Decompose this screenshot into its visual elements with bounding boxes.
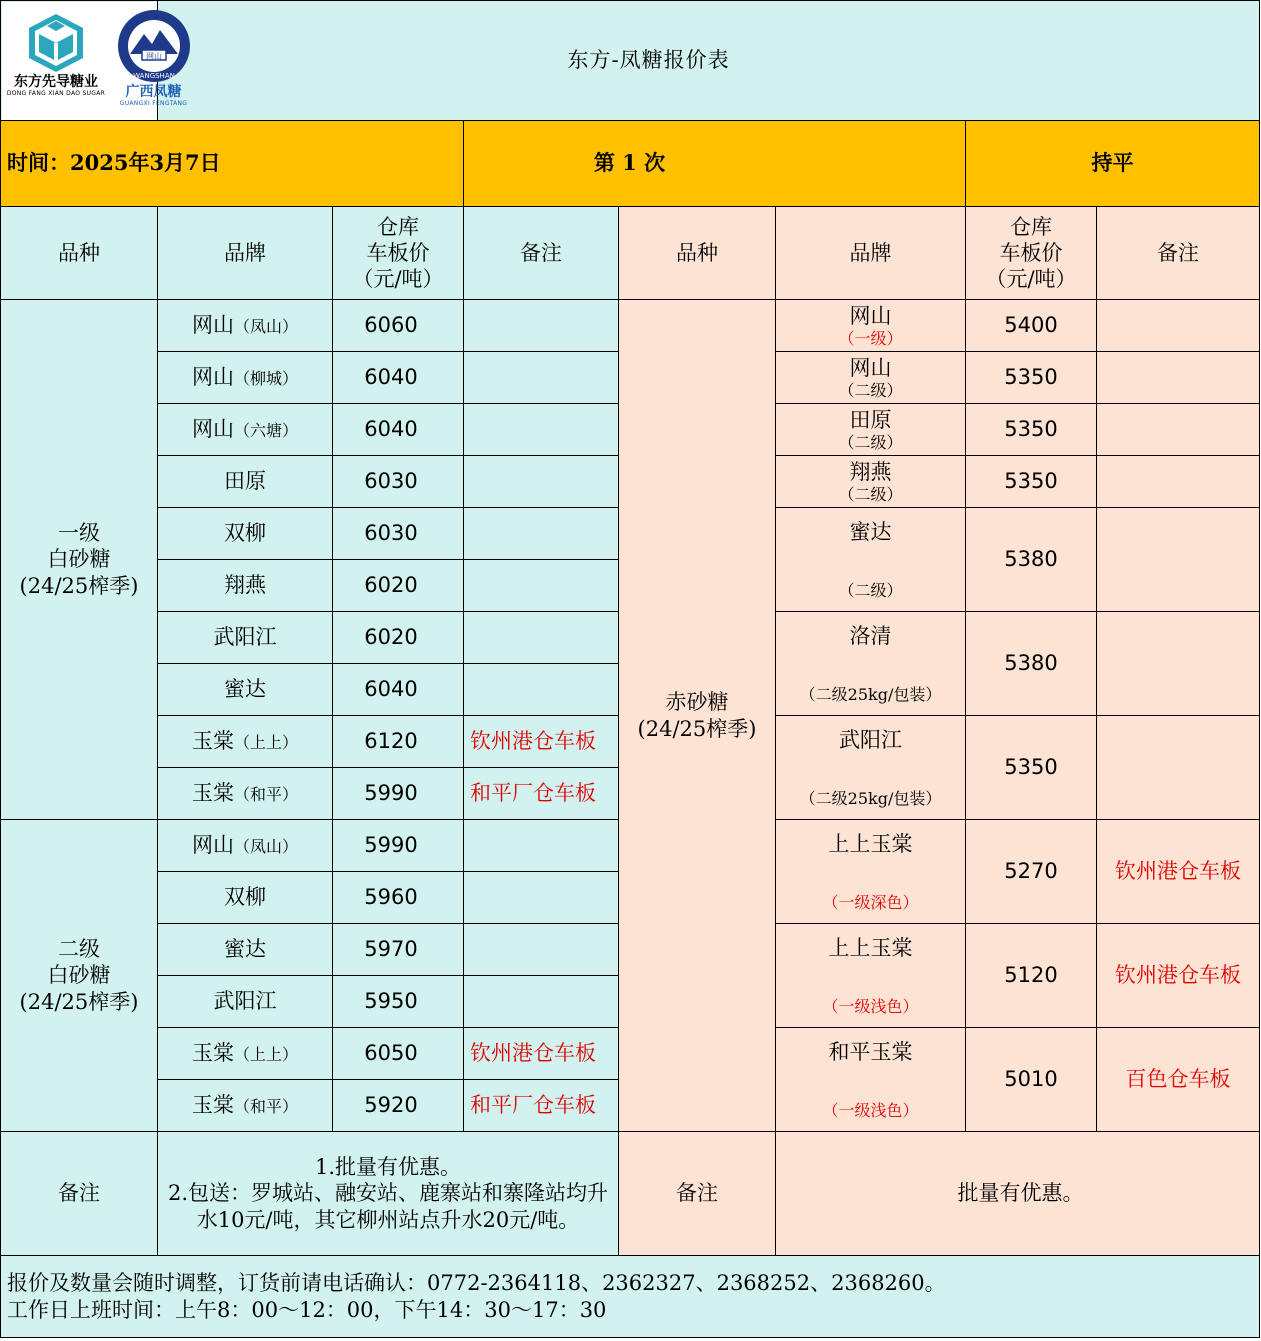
price-cell: 6040: [333, 352, 464, 404]
price-cell: 6120: [333, 716, 464, 768]
remark-cell: [464, 924, 619, 976]
brand-name: 网山: [191, 365, 234, 390]
col-price-l3: （元/吨）: [352, 267, 444, 292]
col-brand-left: 品牌: [158, 207, 333, 300]
brand-sub: （上上）: [233, 1045, 298, 1065]
brand-name: 田原: [224, 469, 266, 494]
brand-name: 武阳江: [839, 727, 902, 752]
brand-name: 田原: [849, 408, 892, 433]
notes-right: 批量有优惠。: [776, 1132, 1260, 1256]
price-cell: 5350: [966, 456, 1097, 508]
variety-grade2-l2: 白砂糖: [47, 963, 111, 988]
brand-name: 网山: [191, 417, 234, 442]
footer: [1, 1256, 1260, 1338]
remark-cell: [464, 612, 619, 664]
brand-cell: [158, 820, 333, 872]
brand-grade: （一级浅色）: [822, 1100, 919, 1120]
brand-sub: （凤山）: [233, 317, 298, 337]
brand-grade: （二级）: [838, 580, 903, 600]
remark-cell: 钦州港仓车板: [464, 716, 619, 768]
dongfang-logo: [2, 2, 110, 120]
brand-grade: （二级）: [838, 484, 903, 504]
quote-date: 时间：2025年3月7日: [1, 121, 464, 207]
price-cell: 5270: [966, 820, 1097, 924]
footer-row: [1, 1256, 1260, 1338]
logo-right-name: 广西凤糖: [125, 84, 182, 100]
remark-cell: 和平厂仓车板: [464, 1080, 619, 1132]
col-variety-left: 品种: [1, 207, 158, 300]
brand-name: 翔燕: [849, 460, 892, 485]
price-cell: 5970: [333, 924, 464, 976]
brand-cell: [158, 1028, 333, 1080]
col-price-l1: 仓库: [1010, 214, 1052, 239]
remark-cell: [464, 404, 619, 456]
brand-sub: （和平）: [233, 785, 298, 805]
notes-left: [158, 1132, 619, 1256]
brand-name: 双柳: [224, 885, 266, 910]
remark-cell: [1097, 612, 1260, 716]
col-price-right: [966, 207, 1097, 300]
brand-cell: [776, 1028, 966, 1132]
brand-cell: [776, 404, 966, 456]
remark-cell: 百色仓车板: [1097, 1028, 1260, 1132]
brand-cell: [158, 560, 333, 612]
brand-cell: [158, 612, 333, 664]
remark-cell: [464, 560, 619, 612]
price-cell: 5990: [333, 820, 464, 872]
brand-cell: [158, 508, 333, 560]
brand-cell: [158, 716, 333, 768]
price-cell: 6030: [333, 508, 464, 560]
brand-grade: （二级）: [838, 432, 903, 452]
logo-cell: [1, 1, 188, 121]
col-price-l2: 车板价: [366, 240, 430, 265]
brand-sub: （六塘）: [233, 421, 298, 441]
remark-cell: 和平厂仓车板: [464, 768, 619, 820]
brand-name: 蜜达: [849, 519, 892, 544]
notes-label-left: 备注: [1, 1132, 158, 1256]
price-cell: 5920: [333, 1080, 464, 1132]
remark-cell: [464, 664, 619, 716]
brand-grade: （一级浅色）: [822, 996, 919, 1016]
price-cell: 5950: [333, 976, 464, 1028]
variety-grade1: [1, 300, 158, 820]
col-remark-left: 备注: [464, 207, 619, 300]
price-cell: 5400: [966, 300, 1097, 352]
brand-cell: [776, 820, 966, 924]
brand-cell: [776, 352, 966, 404]
remark-cell: [464, 508, 619, 560]
remark-cell: [464, 820, 619, 872]
brand-sub: （和平）: [233, 1097, 298, 1117]
notes-left-line1: 1.批量有优惠。: [314, 1155, 462, 1180]
brand-grade: （二级）: [838, 380, 903, 400]
footer-hours: 工作日上班时间：上午8：00～12：00，下午14：30～17：30: [7, 1297, 607, 1322]
col-price-l3: （元/吨）: [985, 267, 1077, 292]
logo-left-sub: DONG FANG XIAN DAO SUGAR: [6, 90, 106, 97]
badge-ring-text: WANGSHAN: [132, 72, 175, 80]
col-remark-right: 备注: [1097, 207, 1260, 300]
remark-cell: [464, 352, 619, 404]
notes-label-right: 备注: [619, 1132, 776, 1256]
brand-name: 翔燕: [224, 573, 266, 598]
price-cell: 5350: [966, 404, 1097, 456]
remark-cell: [1097, 300, 1260, 352]
price-cell: 5350: [966, 716, 1097, 820]
col-price-left: [333, 207, 464, 300]
brand-name: 双柳: [224, 521, 266, 546]
remark-cell: [464, 872, 619, 924]
price-cell: 6020: [333, 560, 464, 612]
notes-left-line2: 2.包送：罗城站、融安站、鹿寨站和寨隆站均升水10元/吨，其它柳州站点升水20元/吨。: [167, 1181, 609, 1232]
brand-name: 玉棠: [191, 1041, 234, 1066]
brand-cell: [776, 924, 966, 1028]
price-cell: 5350: [966, 352, 1097, 404]
price-cell: 5380: [966, 612, 1097, 716]
brand-name: 玉棠: [191, 729, 234, 754]
brand-name: 网山: [191, 313, 234, 338]
brand-grade: （二级25kg/包装）: [799, 684, 942, 704]
remark-cell: [464, 456, 619, 508]
price-cell: 5010: [966, 1028, 1097, 1132]
price-cell: 5990: [333, 768, 464, 820]
price-cell: 6040: [333, 664, 464, 716]
variety-grade2-l1: 二级: [58, 937, 100, 962]
variety-grade1-l2: 白砂糖: [47, 547, 111, 572]
brand-cell: [776, 456, 966, 508]
price-cell: 6060: [333, 300, 464, 352]
quote-round: 第 1 次: [464, 121, 966, 207]
brand-sub: （柳城）: [233, 369, 298, 389]
remark-cell: [1097, 456, 1260, 508]
brand-name: 上上玉棠: [828, 935, 913, 960]
dongfang-logo-icon: [25, 12, 87, 74]
brand-name: 蜜达: [224, 937, 266, 962]
variety-grade2-l3: (24/25榨季): [19, 989, 139, 1014]
remark-cell: [1097, 352, 1260, 404]
brand-grade: （二级25kg/包装）: [799, 788, 942, 808]
remark-cell: [464, 976, 619, 1028]
brand-cell: [158, 768, 333, 820]
variety-brown-sugar: [619, 300, 776, 1132]
col-price-l2: 车板价: [999, 240, 1063, 265]
brand-sub: （上上）: [233, 733, 298, 753]
footer-contact: 报价及数量会随时调整，订货前请电话确认：0772-2364118、2362327、2368252、2368260。: [7, 1271, 946, 1296]
remark-cell: 钦州港仓车板: [1097, 820, 1260, 924]
brand-name: 洛清: [849, 623, 892, 648]
brand-name: 和平玉棠: [828, 1039, 913, 1064]
remark-cell: [1097, 508, 1260, 612]
remark-cell: [1097, 716, 1260, 820]
brand-cell: [158, 456, 333, 508]
fengtang-logo: [110, 2, 197, 120]
table-row: [1, 300, 1260, 352]
brand-cell: [158, 664, 333, 716]
remark-cell: 钦州港仓车板: [1097, 924, 1260, 1028]
variety-grade1-l3: (24/25榨季): [19, 573, 139, 598]
brand-name: 网山: [849, 304, 892, 329]
variety-grade2: [1, 820, 158, 1132]
brand-name: 武阳江: [213, 989, 277, 1014]
brand-name: 玉棠: [191, 781, 234, 806]
price-trend: 持平: [966, 121, 1260, 207]
brand-cell: [776, 508, 966, 612]
price-cell: 6030: [333, 456, 464, 508]
remark-cell: [1097, 404, 1260, 456]
notes-row: [1, 1132, 1260, 1256]
price-cell: 5960: [333, 872, 464, 924]
brand-cell: [158, 924, 333, 976]
price-cell: 6020: [333, 612, 464, 664]
brand-cell: [158, 404, 333, 456]
page-title: 东方-凤糖报价表: [158, 1, 1260, 121]
remark-cell: [464, 300, 619, 352]
brand-name: 上上玉棠: [828, 831, 913, 856]
col-brand-right: 品牌: [776, 207, 966, 300]
price-cell: 5380: [966, 508, 1097, 612]
brand-cell: [776, 612, 966, 716]
variety-brown-l1: 赤砂糖: [665, 690, 729, 715]
brand-grade: （一级）: [838, 328, 903, 348]
col-price-l1: 仓库: [377, 214, 419, 239]
price-cell: 5120: [966, 924, 1097, 1028]
wangshan-badge-icon: [116, 8, 192, 84]
brand-name: 武阳江: [213, 625, 277, 650]
variety-grade1-l1: 一级: [58, 521, 100, 546]
brand-sub: （凤山）: [233, 837, 298, 857]
brand-grade: （一级深色）: [822, 892, 919, 912]
brand-cell: [158, 1080, 333, 1132]
logo-right-sub: GUANGXI FENGTANG: [119, 100, 188, 107]
brand-cell: [158, 352, 333, 404]
brand-cell: [158, 976, 333, 1028]
col-variety-right: 品种: [619, 207, 776, 300]
brand-name: 网山: [191, 833, 234, 858]
price-cell: 6040: [333, 404, 464, 456]
brand-name: 网山: [849, 356, 892, 381]
remark-cell: 钦州港仓车板: [464, 1028, 619, 1080]
logo-left-name: 东方先导糖业: [14, 74, 98, 90]
brand-name: 玉棠: [191, 1093, 234, 1118]
variety-brown-l2: (24/25榨季): [637, 716, 757, 741]
brand-cell: [158, 872, 333, 924]
brand-cell: [776, 300, 966, 352]
brand-cell: [158, 300, 333, 352]
price-cell: 6050: [333, 1028, 464, 1080]
badge-text: 网山: [145, 52, 162, 61]
brand-name: 蜜达: [224, 677, 266, 702]
brand-cell: [776, 716, 966, 820]
